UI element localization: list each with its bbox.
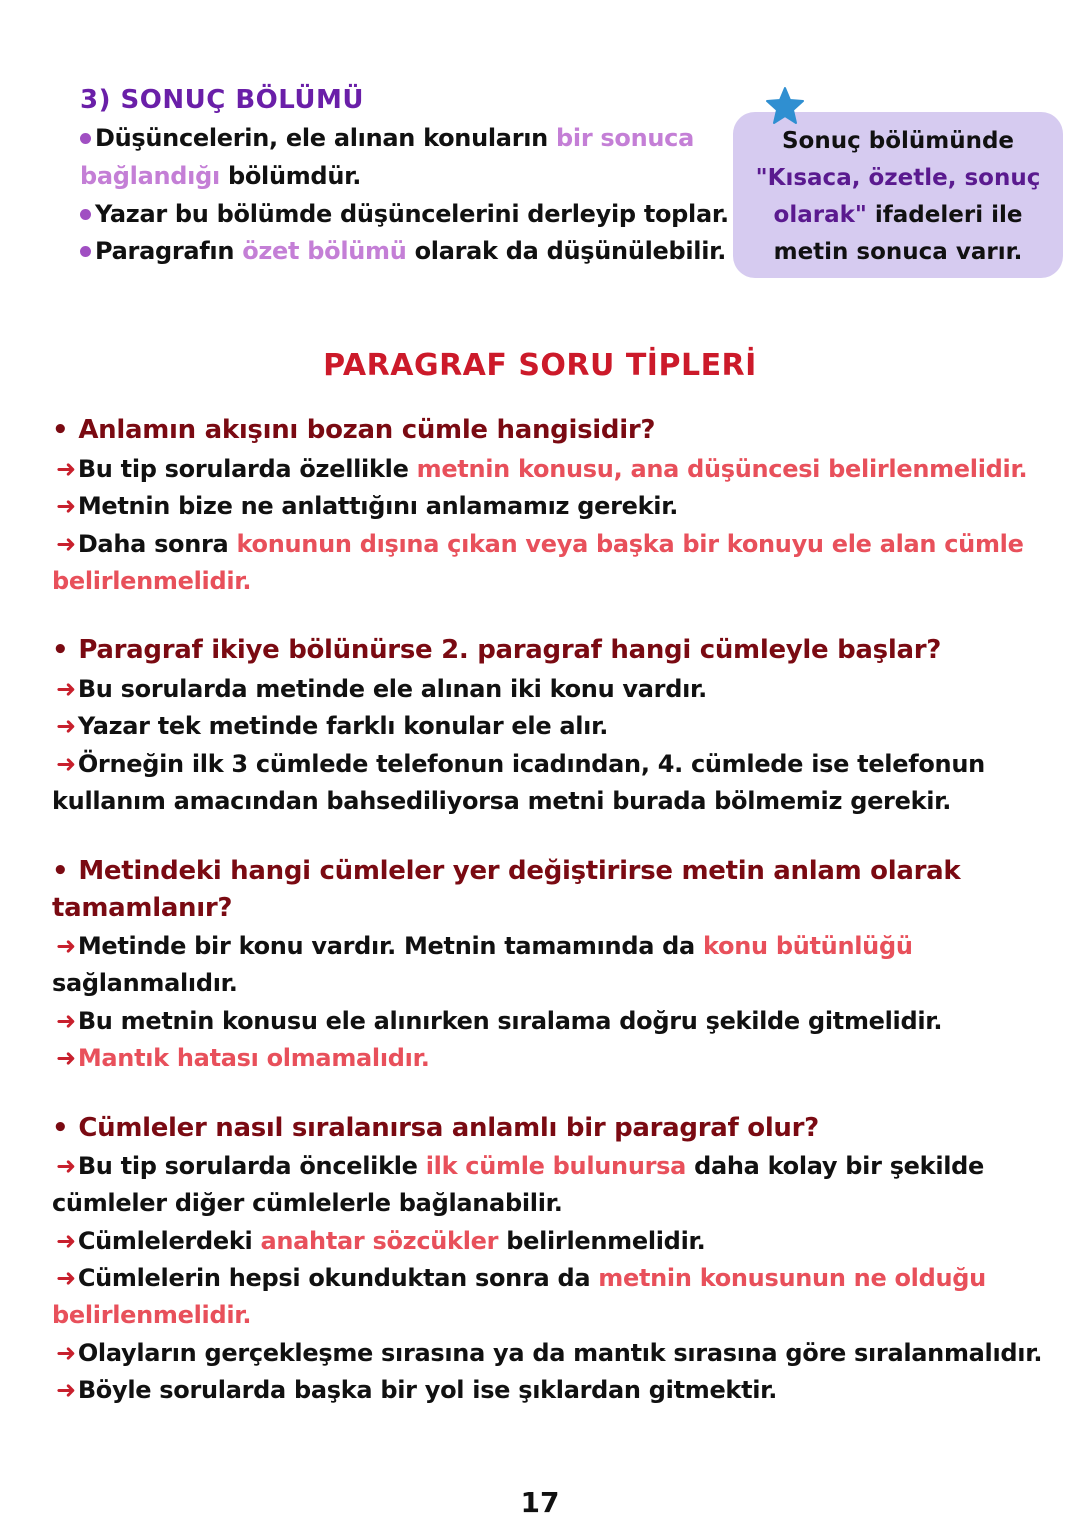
arrow-right-icon: ➜ [56, 492, 76, 520]
section-title-sonuc: 3) SONUÇ BÖLÜMÜ [80, 85, 365, 115]
arrow-right-icon: ➜ [56, 712, 76, 740]
list-item-cont: kullanım amacından bahsediliyorsa metni burada bölmemiz gerekir. [52, 787, 952, 815]
list-item: ➜Yazar tek metinde farklı konular ele alır. [56, 712, 609, 740]
highlight-text: konunun dışına çıkan veya başka bir konuyu ele alan cümle [236, 530, 1024, 558]
note-line: "Kısaca, özetle, sonuç [755, 165, 1041, 191]
list-item: ➜Bu tip sorularda öncelikle ilk cümle bulunursa daha kolay bir şekilde [56, 1152, 985, 1180]
list-item: ➜Bu tip sorularda özellikle metnin konusu, ana düşüncesi belirlenmelidir. [56, 455, 1028, 483]
arrow-right-icon: ➜ [56, 1264, 76, 1292]
list-item: ➜Metnin bize ne anlattığını anlamamız gerekir. [56, 492, 679, 520]
question-heading: • Cümleler nasıl sıralanırsa anlamlı bir paragraf olur? [52, 1113, 819, 1143]
list-item-cont: cümleler diğer cümlelerle bağlanabilir. [52, 1189, 563, 1217]
arrow-right-icon: ➜ [56, 1376, 76, 1404]
bullet-1: Düşüncelerin, ele alınan konuların bir sonuca [80, 120, 694, 157]
highlight-text: metnin konusu, ana düşüncesi belirlenmelidir. [416, 455, 1028, 483]
note-line: olarak" ifadeleri ile [773, 202, 1023, 228]
arrow-right-icon: ➜ [56, 750, 76, 778]
list-item [56, 1040, 430, 1077]
bullet-3: Paragrafın özet bölümü olarak da düşünülebilir. [80, 233, 726, 270]
bullet-dot-icon [80, 133, 91, 144]
page-number: 17 [520, 1486, 560, 1519]
highlight-text: bir sonuca [556, 124, 694, 152]
list-item: ➜Bu sorularda metinde ele alınan iki konu vardır. [56, 675, 707, 703]
bullet-dot-icon: • [52, 856, 69, 886]
highlight-text: ilk cümle bulunursa [425, 1152, 687, 1180]
bullet-1-cont: bağlandığı bölümdür. [80, 162, 362, 190]
question-heading: • Paragraf ikiye bölünürse 2. paragraf hangi cümleyle başlar? [52, 635, 942, 665]
note-box [733, 112, 1063, 278]
bullet-dot-icon: • [52, 635, 69, 665]
bullet-dot-icon [80, 209, 91, 220]
list-item: ➜Cümlelerdeki anahtar sözcükler belirlenmelidir. [56, 1227, 706, 1255]
list-item: ➜Bu metnin konusu ele alınırken sıralama doğru şekilde gitmelidir. [56, 1007, 943, 1035]
highlight-text: özet bölümü [242, 237, 407, 265]
arrow-right-icon: ➜ [56, 1152, 76, 1180]
arrow-right-icon: ➜ [56, 932, 76, 960]
arrow-right-icon: ➜ [56, 675, 76, 703]
list-item-cont: belirlenmelidir. [52, 1301, 252, 1329]
highlight-text: metnin konusunun ne olduğu [598, 1264, 986, 1292]
highlight-text: Mantık hatası olmamalıdır. [77, 1044, 430, 1072]
bullet-2: Yazar bu bölümde düşüncelerini derleyip toplar. [80, 196, 729, 233]
list-item: ➜Metinde bir konu vardır. Metnin tamamında da konu bütünlüğü [56, 932, 913, 960]
highlight-text: konu bütünlüğü [703, 932, 913, 960]
question-heading: • Anlamın akışını bozan cümle hangisidir? [52, 415, 656, 445]
list-item-cont: belirlenmelidir. [52, 567, 252, 595]
highlight-text: bağlandığı [80, 162, 220, 190]
arrow-right-icon: ➜ [56, 1007, 76, 1035]
bullet-dot-icon: • [52, 1113, 69, 1143]
highlight-text: anahtar sözcükler [260, 1227, 499, 1255]
list-item: ➜Örneğin ilk 3 cümlede telefonun icadından, 4. cümlede ise telefonun [56, 750, 985, 778]
list-item: ➜Daha sonra konunun dışına çıkan veya başka bir konuyu ele alan cümle [56, 530, 1024, 558]
star-icon [764, 86, 806, 126]
list-item: ➜Cümlelerin hepsi okunduktan sonra da metnin konusunun ne olduğu [56, 1264, 986, 1292]
list-item: ➜Böyle sorularda başka bir yol ise şıklardan gitmektir. [56, 1376, 778, 1404]
arrow-right-icon: ➜ [56, 530, 76, 558]
list-item: ➜Olayların gerçekleşme sırasına ya da mantık sırasına göre sıralanmalıdır. [56, 1339, 1043, 1367]
arrow-right-icon: ➜ [56, 1044, 76, 1072]
arrow-right-icon: ➜ [56, 455, 76, 483]
list-item-cont: sağlanmalıdır. [52, 969, 238, 997]
question-heading: • Metindeki hangi cümleler yer değiştirirse metin anlam olarak [52, 856, 961, 886]
arrow-right-icon: ➜ [56, 1227, 76, 1255]
bullet-dot-icon [80, 246, 91, 257]
section-title-soru-tipleri: PARAGRAF SORU TİPLERİ [323, 348, 757, 383]
question-heading-cont: tamamlanır? [52, 893, 233, 923]
bullet-dot-icon: • [52, 415, 69, 445]
note-line: Sonuç bölümünde [781, 128, 1015, 154]
note-line: metin sonuca varır. [773, 239, 1023, 265]
arrow-right-icon: ➜ [56, 1339, 76, 1367]
